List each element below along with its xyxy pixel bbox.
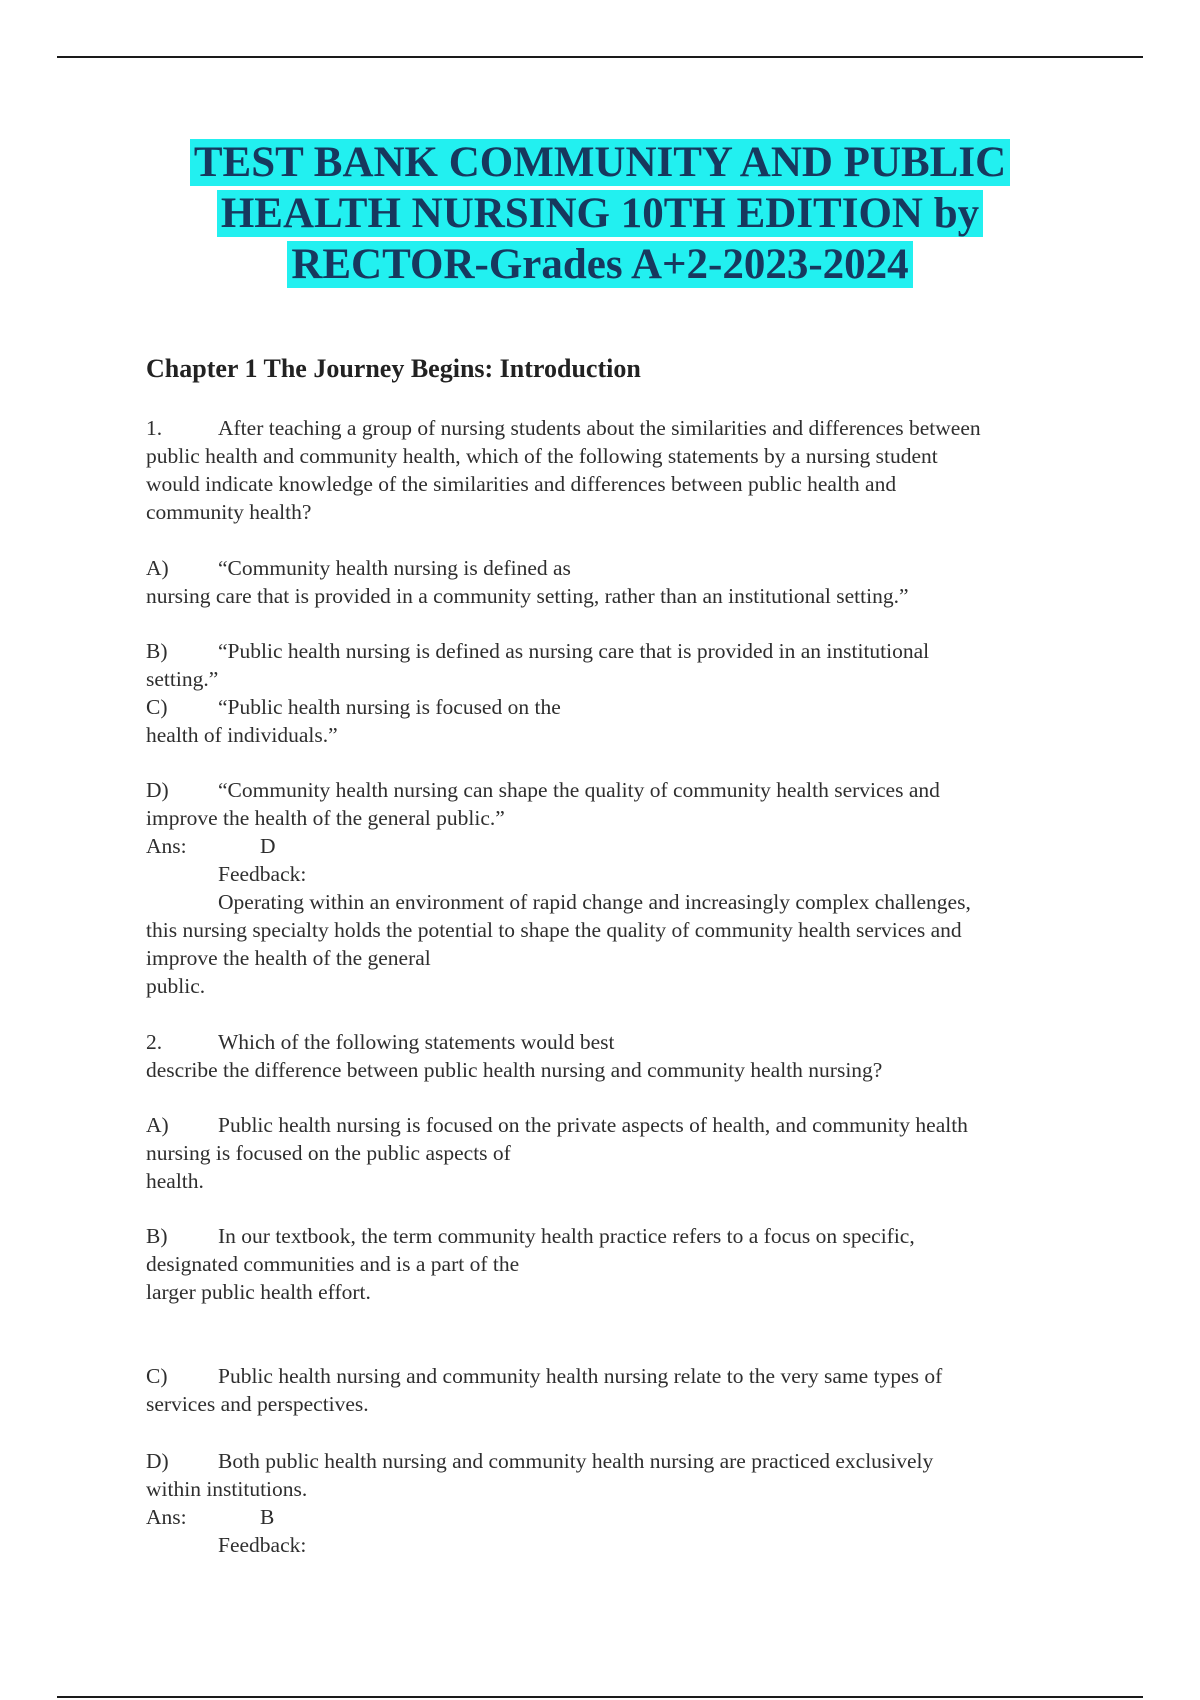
feedback-label: Feedback: [218,862,307,886]
feedback-line: public. [146,974,206,998]
option-letter: D) [146,778,169,802]
option-d-line: within institutions. [146,1477,308,1501]
ans-label: Ans: [146,834,187,858]
option-a-line: health. [146,1169,204,1193]
option-b-line: designated communities and is a part of the [146,1252,520,1276]
feedback-label: Feedback: [218,1533,307,1557]
option-letter: C) [146,695,168,719]
option-a-line: nursing is focused on the public aspects of [146,1141,511,1165]
option-a-line: nursing care that is provided in a community setting, rather than an institutional setting.” [146,584,909,608]
top-rule [57,56,1143,58]
option-c-line: C) “Public health nursing is focused on the [146,695,561,719]
question-stem-line: 1. After teaching a group of nursing students about the similarities and differences between [146,416,981,440]
answer-value: B [260,1505,275,1529]
option-b-line: setting.” [146,667,219,691]
feedback-line: this nursing specialty holds the potential to shape the quality of community health services and [146,918,962,942]
bottom-rule [57,1696,1143,1698]
option-letter: D) [146,1449,169,1473]
feedback-line: improve the health of the general [146,946,431,970]
option-letter: A) [146,1113,169,1137]
option-a-line: A) Public health nursing is focused on the private aspects of health, and community health [146,1113,968,1137]
answer-value: D [260,834,276,858]
question-stem-line: 2. Which of the following statements would best [146,1030,615,1054]
option-b-line: B) “Public health nursing is defined as nursing care that is provided in an institutional [146,639,930,663]
option-d-line: improve the health of the general public.” [146,806,505,830]
feedback-line: Operating within an environment of rapid change and increasingly complex challenges, [218,890,971,914]
option-b-line: larger public health effort. [146,1280,371,1304]
ans-label: Ans: [146,1505,187,1529]
document-title [60,137,1140,290]
title-line-3: RECTOR-Grades A+2-2023-2024 [287,241,912,288]
question-stem-line: public health and community health, which of the following statements by a nursing student [146,444,938,468]
option-c-line: C) Public health nursing and community health nursing relate to the very same types of [146,1364,943,1388]
title-line-2: HEALTH NURSING 10TH EDITION by [217,190,983,237]
option-d-line: D) Both public health nursing and community health nursing are practiced exclusively [146,1449,934,1473]
answer-line [146,832,276,860]
option-a-line: A) “Community health nursing is defined as [146,556,571,580]
option-c-line: health of individuals.” [146,723,338,747]
option-letter: C) [146,1364,168,1388]
option-letter: A) [146,556,169,580]
question-stem-line: would indicate knowledge of the similarities and differences between public health and [146,472,897,496]
option-d-line: D) “Community health nursing can shape the quality of community health services and [146,778,940,802]
option-b-line: B) In our textbook, the term community health practice refers to a focus on specific, [146,1224,915,1248]
answer-line [146,1503,274,1531]
question-stem-line: describe the difference between public health nursing and community health nursing? [146,1058,883,1082]
title-line-1: TEST BANK COMMUNITY AND PUBLIC [190,139,1010,186]
chapter-heading: Chapter 1 The Journey Begins: Introduction [146,354,641,383]
question-number: 2. [146,1030,163,1054]
option-c-line: services and perspectives. [146,1392,369,1416]
question-stem-line: community health? [146,500,312,524]
option-letter: B) [146,639,168,663]
option-letter: B) [146,1224,168,1248]
question-number: 1. [146,416,163,440]
